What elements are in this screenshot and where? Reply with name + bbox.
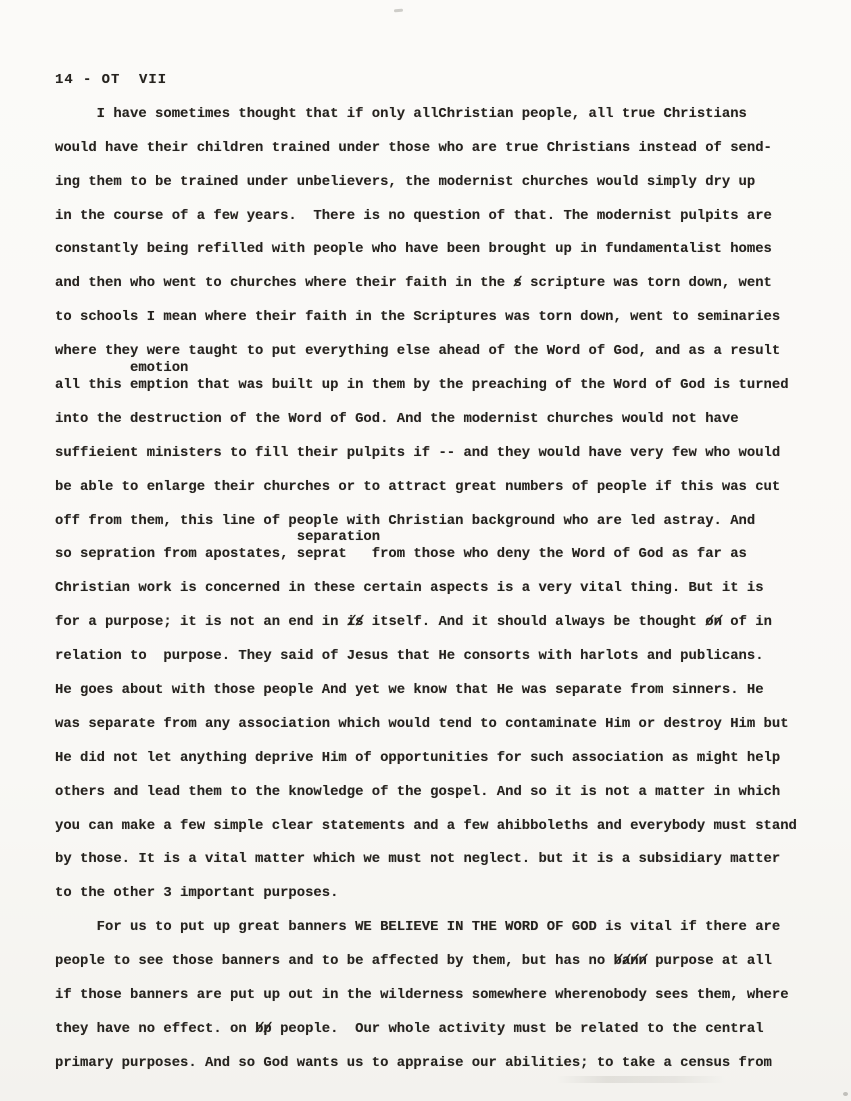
document-lines: [55, 98, 815, 1081]
struck-text: b /p /: [255, 1021, 272, 1037]
struck-text: b /a /n /n /: [614, 953, 647, 969]
text-line: if those banners are put up out in the wilderness somewhere wherenobody sees them, where: [55, 987, 789, 1004]
text-line: relation to purpose. They said of Jesus that He consorts with harlots and publicans.: [55, 648, 764, 665]
text-line: emotion all this emption that was built up in them by the preaching of the Word of God is turned: [55, 369, 815, 403]
text-line: Christian work is concerned in these certain aspects is a very vital thing. But it is: [55, 580, 764, 597]
text-line: ing them to be trained under unbelievers, the modernist churches would simply dry up: [55, 173, 756, 190]
text-line: people to see those banners and to be affected by them, but has no b /a /n /n / purpose at all: [55, 945, 815, 979]
page-header: 14 - OT VII: [55, 72, 168, 88]
struck-text: o /n /: [705, 614, 722, 630]
struck-text: i /s /: [347, 614, 364, 630]
text-line: they have no effect. on b /p / people. Our whole activity must be related to the central: [55, 1013, 815, 1047]
text-line: would have their children trained under those who are true Christians instead of send-: [55, 139, 772, 156]
text-line: was separate from any association which would tend to contaminate Him or destroy Him but: [55, 715, 789, 732]
scan-artifact: [394, 9, 403, 13]
text-line: be able to enlarge their churches or to attract great numbers of people if this was cut: [55, 478, 781, 495]
text-line: for a purpose; it is not an end in i /s / itself. And it should always be thought o /n / of in: [55, 606, 815, 640]
text-line: by those. It is a vital matter which we must not neglect. but it is a subsidiary matter: [55, 851, 781, 868]
text-line: I have sometimes thought that if only allChristian people, all true Christians: [96, 105, 747, 122]
text-line: primary purposes. And so God wants us to appraise our abilities; to take a census from: [55, 1054, 772, 1071]
text-line: where they were taught to put everything else ahead of the Word of God, and as a result: [55, 343, 781, 360]
text-line: For us to put up great banners WE BELIEVE IN THE WORD OF GOD is vital if there are: [96, 919, 781, 936]
text-line: and then who went to churches where their faith in the s / scripture was torn down, went: [55, 267, 815, 301]
text-line: off from them, this line of people with Christian background who are led astray. And: [55, 512, 756, 529]
text-line: you can make a few simple clear statements and a few ahibboleths and everybody must stand: [55, 817, 797, 834]
text-line: suffieient ministers to fill their pulpits if -- and they would have very few who would: [55, 444, 781, 461]
text-line: constantly being refilled with people who have been brought up in fundamentalist homes: [55, 241, 772, 258]
text-line: to schools I mean where their faith in the Scriptures was torn down, went to seminaries: [55, 309, 781, 326]
struck-text: s /: [513, 275, 521, 291]
scan-artifact: [843, 1092, 848, 1096]
interlinear-correction: emotion: [130, 360, 189, 377]
text-line: He did not let anything deprive Him of opportunities for such association as might help: [55, 749, 781, 766]
text-line: in the course of a few years. There is no question of that. The modernist pulpits are: [55, 207, 772, 224]
document-body: [55, 64, 815, 1081]
text-line: into the destruction of the Word of God. And the modernist churches would not have: [55, 410, 739, 427]
text-line: separation so sepration from apostates, seprat from those who deny the Word of God as far as: [55, 538, 815, 572]
interlinear-correction: separation: [296, 529, 381, 546]
text-line: He goes about with those people And yet we know that He was separate from sinners. He: [55, 682, 764, 699]
text-line: to the other 3 important purposes.: [55, 885, 339, 902]
text-line: others and lead them to the knowledge of the gospel. And so it is not a matter in which: [55, 783, 781, 800]
